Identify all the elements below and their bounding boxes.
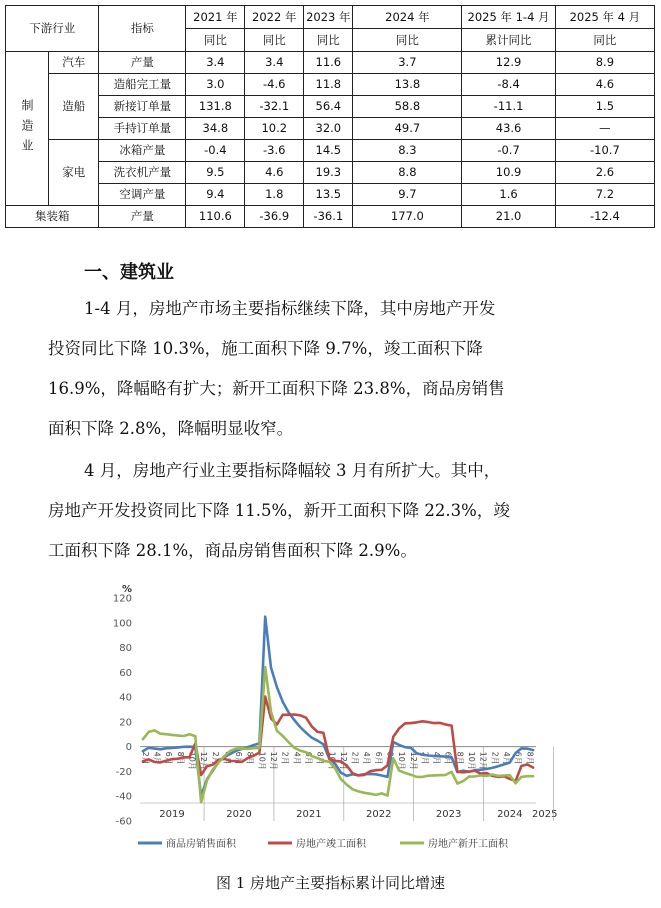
header-cum-yoy: 累计同比 <box>462 29 555 52</box>
cell: 11.8 <box>304 74 353 96</box>
y-tick-label: 20 <box>119 717 132 729</box>
month-tick-label: 8月 <box>175 751 185 765</box>
cell: 9.7 <box>353 184 462 206</box>
month-tick-label: 8月 <box>525 751 535 765</box>
table-row <box>6 118 655 140</box>
section-title: 一、建筑业 <box>84 262 174 283</box>
text-line: 投资同比下降 10.3%，施工面积下降 9.7%，竣工面积下降 <box>48 339 483 358</box>
text-line: 房地产开发投资同比下降 11.5%，新开工面积下降 22.3%，竣 <box>48 501 510 520</box>
cell: 3.0 <box>186 74 245 96</box>
table-row <box>6 74 655 96</box>
month-tick-label: 2月 <box>350 751 360 765</box>
cell: 131.8 <box>186 96 245 118</box>
table-row <box>6 184 655 206</box>
cell: 3.7 <box>353 52 462 74</box>
month-tick-label: 12月 <box>408 751 418 770</box>
cell: 4.6 <box>555 74 654 96</box>
cell: 8.8 <box>353 162 462 184</box>
text-line: 工面积下降 28.1%，商品房销售面积下降 2.9%。 <box>48 541 417 560</box>
year-label: 2024 <box>497 809 523 820</box>
cell: -36.9 <box>245 206 304 228</box>
group-auto: 汽车 <box>49 52 99 74</box>
cell: -11.1 <box>462 96 555 118</box>
year-label: 2020 <box>226 809 252 820</box>
cell: 12.9 <box>462 52 555 74</box>
cell: -4.6 <box>245 74 304 96</box>
cell: 13.8 <box>353 74 462 96</box>
paragraph-2 <box>48 451 614 571</box>
y-tick-label: -60 <box>115 816 132 828</box>
cell: 9.5 <box>186 162 245 184</box>
header-yoy: 同比 <box>245 29 304 52</box>
month-tick-label: 8月 <box>385 751 395 765</box>
row-indicator: 空调产量 <box>99 184 186 206</box>
table-row <box>6 140 655 162</box>
row-indicator: 产量 <box>99 206 186 228</box>
year-label: 2022 <box>366 809 392 820</box>
figure-caption: 图 1 房地产主要指标累计同比增速 <box>215 874 446 892</box>
header-indicator: 指标 <box>99 6 186 52</box>
cell: -3.6 <box>245 140 304 162</box>
header-sector: 下游行业 <box>6 6 99 52</box>
cell: — <box>555 118 654 140</box>
month-tick-label: 4月 <box>292 751 302 765</box>
cell: -8.4 <box>462 74 555 96</box>
month-tick-label: 2月 <box>490 751 500 765</box>
row-indicator: 新接订单量 <box>99 96 186 118</box>
cell: 10.2 <box>245 118 304 140</box>
y-tick-label: 0 <box>125 742 132 754</box>
year-label: 2021 <box>296 809 322 820</box>
header-yoy: 同比 <box>304 29 353 52</box>
group-ship: 造船 <box>49 74 99 140</box>
cell: 8.3 <box>353 140 462 162</box>
header-2025-apr: 2025 年 4 月 <box>555 6 654 29</box>
cell: 58.8 <box>353 96 462 118</box>
month-tick-label: 6月 <box>443 751 453 765</box>
month-tick-label: 8月 <box>455 751 465 765</box>
downstream-industry-table <box>5 5 655 228</box>
header-yoy: 同比 <box>353 29 462 52</box>
year-label: 2025 <box>532 809 558 820</box>
y-tick-label: 80 <box>119 643 132 655</box>
header-2025-ytd: 2025 年 1-4 月 <box>462 6 555 29</box>
month-tick-label: 6月 <box>373 751 383 765</box>
cell: 110.6 <box>186 206 245 228</box>
group-container: 集装箱 <box>6 206 99 228</box>
month-tick-label: 2月 <box>140 751 150 765</box>
y-tick-label: -40 <box>115 791 132 803</box>
month-tick-label: 10月 <box>467 751 477 770</box>
month-tick-label: 6月 <box>164 751 174 765</box>
year-label: 2019 <box>159 809 185 820</box>
month-tick-label: 6月 <box>234 751 244 765</box>
paragraph-1 <box>48 289 614 449</box>
cell: 14.5 <box>304 140 353 162</box>
cell: 13.5 <box>304 184 353 206</box>
month-tick-label: 10月 <box>327 751 337 770</box>
y-tick-label: 100 <box>112 618 132 630</box>
cell: 177.0 <box>353 206 462 228</box>
month-tick-label: 10月 <box>187 751 197 770</box>
month-tick-label: 12月 <box>478 751 488 770</box>
table-row <box>6 162 655 184</box>
month-tick-label: 8月 <box>245 751 255 765</box>
series-line-newstart <box>140 667 533 802</box>
y-tick-label: 60 <box>119 667 132 679</box>
row-indicator: 造船完工量 <box>99 74 186 96</box>
cell: 34.8 <box>186 118 245 140</box>
cell: 9.4 <box>186 184 245 206</box>
cell: 1.6 <box>462 184 555 206</box>
row-indicator: 洗衣机产量 <box>99 162 186 184</box>
group-appliance: 家电 <box>49 140 99 206</box>
table-row <box>6 52 655 74</box>
year-label: 2023 <box>435 809 462 820</box>
month-tick-label: 2月 <box>420 751 430 765</box>
real-estate-line-chart <box>90 578 560 860</box>
month-tick-label: 4月 <box>501 751 511 765</box>
legend-label: 房地产新开工面积 <box>428 839 508 850</box>
cell: 7.2 <box>555 184 654 206</box>
month-tick-label: 12月 <box>199 751 209 770</box>
cell: -0.7 <box>462 140 555 162</box>
month-tick-label: 2月 <box>280 751 290 765</box>
y-tick-label: 40 <box>119 692 132 704</box>
cell: 8.9 <box>555 52 654 74</box>
table-row <box>6 96 655 118</box>
header-2024: 2024 年 <box>353 6 462 29</box>
cell: 11.6 <box>304 52 353 74</box>
cell: -12.4 <box>555 206 654 228</box>
text-line: 4 月，房地产行业主要指标降幅较 3 月有所扩大。其中， <box>84 461 501 480</box>
cell: 49.7 <box>353 118 462 140</box>
month-tick-label: 10月 <box>397 751 407 770</box>
header-2021: 2021 年 <box>186 6 245 29</box>
month-tick-label: 8月 <box>315 751 325 765</box>
legend-label: 商品房销售面积 <box>166 839 236 850</box>
cell: 43.6 <box>462 118 555 140</box>
table-row <box>6 206 655 228</box>
cell: 21.0 <box>462 206 555 228</box>
month-tick-label: 12月 <box>269 751 279 770</box>
month-tick-label: 4月 <box>362 751 372 765</box>
row-indicator: 产量 <box>99 52 186 74</box>
cell: 32.0 <box>304 118 353 140</box>
row-indicator: 手持订单量 <box>99 118 186 140</box>
month-tick-label: 6月 <box>513 751 523 765</box>
cell: 1.8 <box>245 184 304 206</box>
legend-label: 房地产竣工面积 <box>296 839 366 850</box>
cell: -10.7 <box>555 140 654 162</box>
y-unit-label: % <box>122 584 133 595</box>
header-2022: 2022 年 <box>245 6 304 29</box>
row-indicator: 冰箱产量 <box>99 140 186 162</box>
header-2023: 2023 年 <box>304 6 353 29</box>
cell: 3.4 <box>245 52 304 74</box>
month-tick-label: 2月 <box>210 751 220 765</box>
month-tick-label: 12月 <box>338 751 348 770</box>
month-tick-label: 4月 <box>152 751 162 765</box>
cell: 4.6 <box>245 162 304 184</box>
header-yoy: 同比 <box>186 29 245 52</box>
cell: -36.1 <box>304 206 353 228</box>
text-line: 面积下降 2.8%，降幅明显收窄。 <box>48 419 294 438</box>
text-line: 16.9%，降幅略有扩大；新开工面积下降 23.8%，商品房销售 <box>48 379 505 398</box>
cell: 56.4 <box>304 96 353 118</box>
cell: -32.1 <box>245 96 304 118</box>
cell: 19.3 <box>304 162 353 184</box>
cell: 2.6 <box>555 162 654 184</box>
cell: 10.9 <box>462 162 555 184</box>
month-tick-label: 4月 <box>222 751 232 765</box>
header-yoy: 同比 <box>555 29 654 52</box>
month-tick-label: 10月 <box>257 751 267 770</box>
group-manufacturing: 制造业 <box>6 52 49 206</box>
text-line: 1-4 月，房地产市场主要指标继续下降，其中房地产开发 <box>84 299 496 318</box>
month-tick-label: 6月 <box>303 751 313 765</box>
cell: 3.4 <box>186 52 245 74</box>
cell: 1.5 <box>555 96 654 118</box>
month-tick-label: 4月 <box>432 751 442 765</box>
y-tick-label: 120 <box>112 593 132 605</box>
cell: -0.4 <box>186 140 245 162</box>
y-tick-label: -20 <box>115 766 132 778</box>
